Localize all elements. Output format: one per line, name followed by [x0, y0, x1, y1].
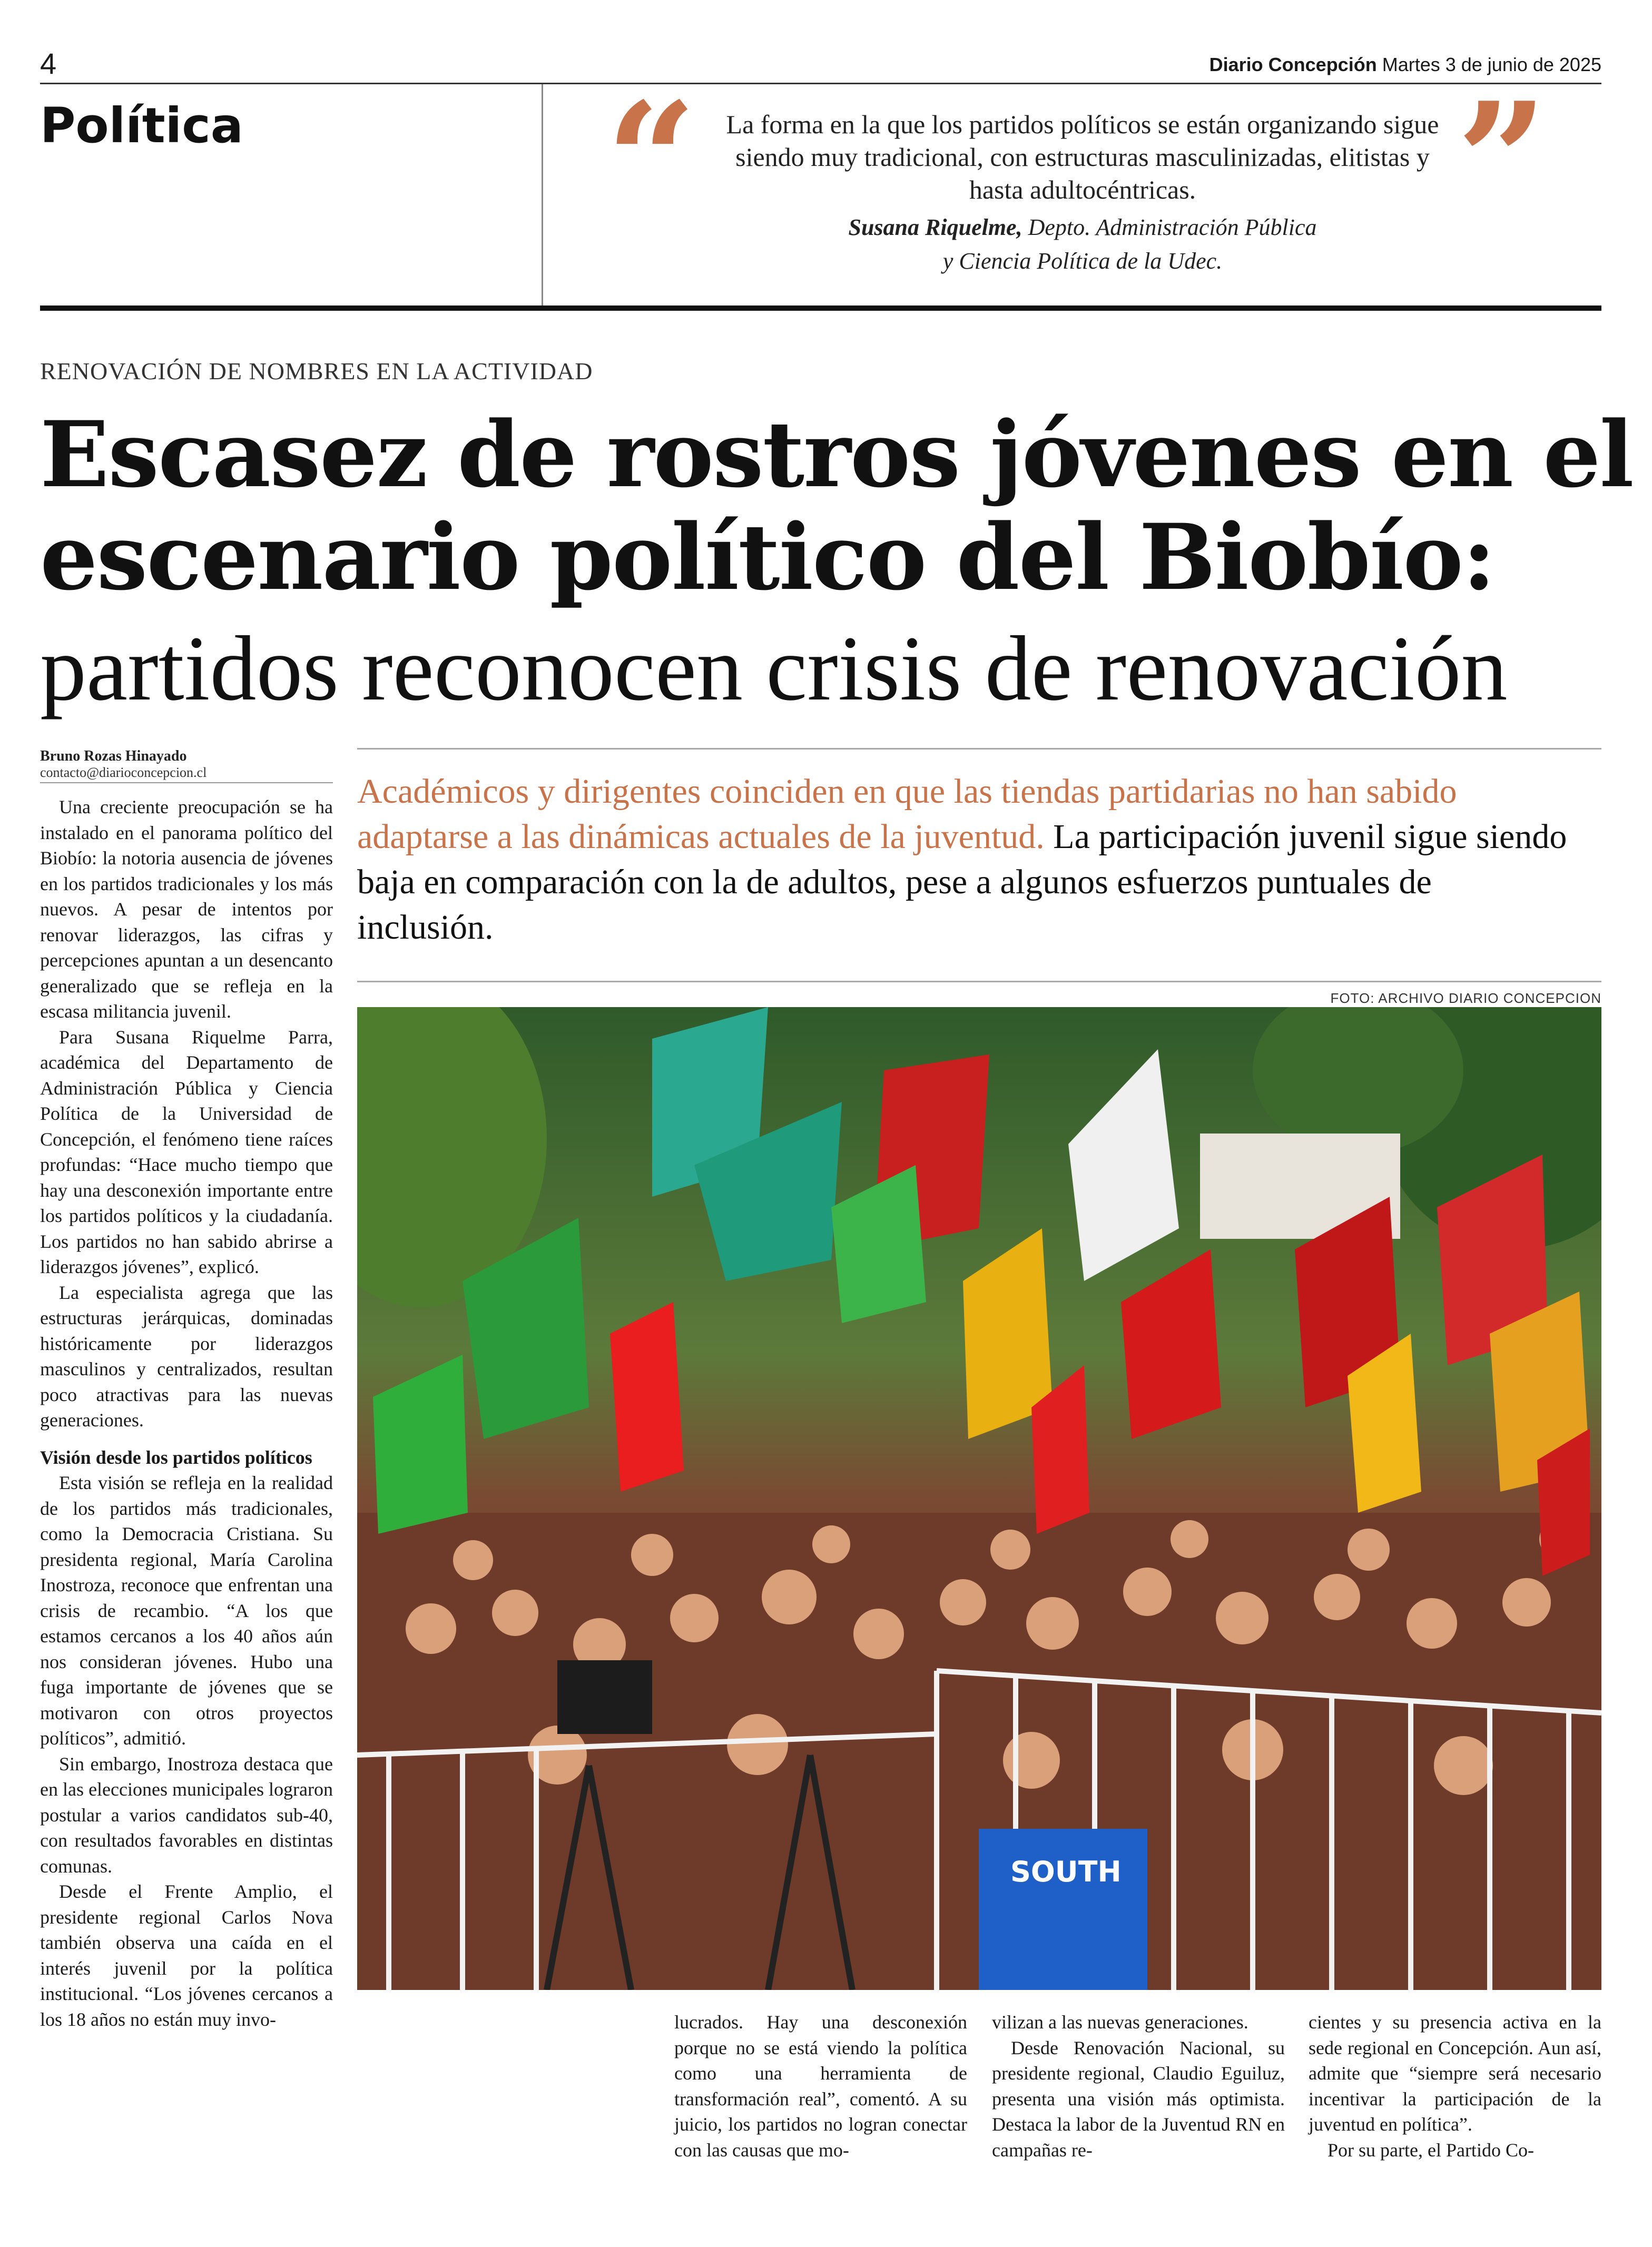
- body-subhead: Visión desde los partidos políticos: [40, 1446, 312, 1468]
- article-column-4: [1309, 2009, 1601, 2163]
- lead-rule-top: [357, 748, 1601, 750]
- issue-date: Martes 3 de junio de 2025: [1382, 54, 1601, 75]
- body-paragraph: Para Susana Riquelme Parra, académica del Departamento de Administración Pública y Ciencia Política de la Universidad de Concepción, el fenómeno tiene raíces profundas: “Hace mucho tiempo que hay una desconexión importante entre los partidos políticos y la ciudadanía. Los partidos no han sabido abrirse a liderazgos jóvenes”, explicó.: [40, 1026, 333, 1277]
- body-paragraph: Desde el Frente Amplio, el presidente regional Carlos Nova también observa una caída en el interés juvenil por la política institucional. “Los jóvenes cercanos a los 18 años no están muy invo-: [40, 1881, 333, 2030]
- body-paragraph: vilizan a las nuevas generaciones.: [992, 2012, 1248, 2033]
- photo-credit: FOTO: ARCHIVO DIARIO CONCEPCION: [1330, 990, 1601, 1006]
- byline-rule: [40, 782, 333, 783]
- headline-subtitle: partidos reconocen crisis de renovación: [40, 617, 1508, 720]
- headline-line-2: escenario político del Biobío:: [40, 504, 1495, 610]
- article-lead: [357, 769, 1569, 950]
- body-paragraph: Una creciente preocupación se ha instalado en el panorama político del Biobío: la notoria ausencia de jóvenes en los partidos tradicionales y los más nuevos. A pesar de intentos por renovar liderazgos, las cifras y percepciones apuntan a un desencanto generalizado que se refleja en la escasa militancia juvenil.: [40, 796, 333, 1022]
- pull-quote-attribution: [714, 211, 1451, 278]
- body-paragraph: cientes y su presencia activa en la sede regional en Concepción. Aun así, admite que “siempre será necesario incentivar la participación de la juventud en política”.: [1309, 2012, 1601, 2135]
- body-paragraph: lucrados. Hay una desconexión porque no se está viendo la política como una herramienta de transformación real”, comentó. A su juicio, los partidos no logran conectar con las causas que mo-: [674, 2012, 967, 2161]
- headline-line-1: Escasez de rostros jóvenes en el: [40, 401, 1633, 508]
- body-paragraph: Desde Renovación Nacional, su presidente regional, Claudio Eguiluz, presenta una visión más optimista. Destaca la labor de la Juventud RN en campañas re-: [992, 2037, 1285, 2161]
- lead-body: La participación juvenil sigue siendo baja en comparación con la de adultos, pese a algunos esfuerzos puntuales de inclusión.: [357, 817, 1567, 947]
- body-paragraph: Esta visión se refleja en la realidad de los partidos más tradicionales, como la Democracia Cristiana. Su presidenta regional, María Carolina Inostroza, reconoce que enfrentan una crisis de recambio. “A los que estamos cercanos a los 40 años aún nos consideran jóvenes. Hubo una fuga importante de jóvenes que se motivaron con otros proyectos políticos”, admitió.: [40, 1472, 333, 1749]
- pull-quote-affiliation-1: Depto. Administración Pública: [1028, 214, 1317, 240]
- lead-rule-bottom: [357, 981, 1601, 982]
- newspaper-name: Diario Concepción: [1209, 54, 1377, 75]
- byline-author: Bruno Rozas Hinayado: [40, 748, 187, 764]
- body-paragraph: Por su parte, el Partido Co-: [1328, 2139, 1534, 2161]
- lead-highlight: Académicos y dirigentes coinciden en que las tiendas partidarias no han sabido adaptarse a las dinámicas actuales de la juventud.: [357, 772, 1457, 856]
- pull-quote-text: La forma en la que los partidos políticos se están organizando sigue siendo muy tradicional, con estructuras masculinizadas, elitistas y hasta adultocéntricas.: [726, 110, 1439, 204]
- body-paragraph: La especialista agrega que las estructuras jerárquicas, dominadas históricamente por liderazgos masculinos y centralizados, resultan poco atractivas para las nuevas generaciones.: [40, 1282, 333, 1431]
- article-column-1: [40, 794, 333, 2032]
- article-column-2: [674, 2009, 967, 2163]
- byline-email: contacto@diarioconcepcion.cl: [40, 765, 207, 780]
- close-quote-icon: ”: [1457, 67, 1548, 253]
- pull-quote-affiliation-2: y Ciencia Política de la Udec.: [942, 248, 1223, 274]
- article-column-3: [992, 2009, 1285, 2163]
- header-rule: [40, 83, 1601, 84]
- pull-quote-author: Susana Riquelme,: [848, 214, 1022, 240]
- open-quote-icon: “: [606, 67, 697, 253]
- photo-shirt-text: SOUTH: [1010, 1855, 1122, 1888]
- header-thick-rule: [40, 305, 1601, 311]
- section-title: Política: [40, 97, 243, 154]
- article-photo: [357, 1007, 1601, 1990]
- section-divider: [542, 84, 543, 305]
- page-number: 4: [40, 47, 57, 80]
- body-paragraph: Sin embargo, Inostroza destaca que en las elecciones municipales lograron postular a varios candidatos sub-40, con resultados favorables en distintas comunas.: [40, 1753, 333, 1877]
- article-kicker: RENOVACIÓN DE NOMBRES EN LA ACTIVIDAD: [40, 358, 593, 385]
